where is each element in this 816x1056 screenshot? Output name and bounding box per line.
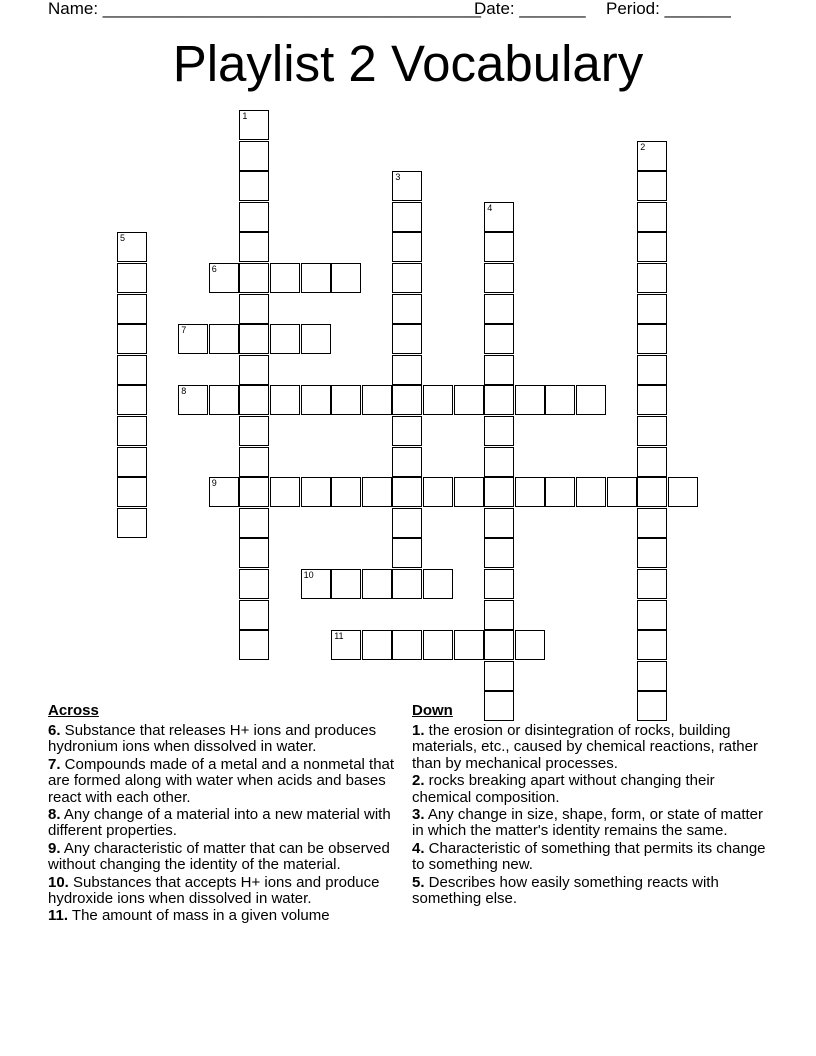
crossword-cell[interactable] bbox=[392, 416, 422, 446]
crossword-cell[interactable] bbox=[239, 232, 269, 262]
clue-text: Any change of a material into a new material with different properties. bbox=[48, 806, 391, 840]
crossword-cell[interactable] bbox=[637, 508, 667, 538]
crossword-cell[interactable] bbox=[239, 538, 269, 568]
down-clue bbox=[412, 807, 772, 840]
across-clue bbox=[48, 723, 410, 756]
crossword-cell[interactable] bbox=[239, 508, 269, 538]
clue-number: 2 bbox=[640, 141, 646, 152]
down-clue bbox=[412, 841, 772, 874]
crossword-cell[interactable] bbox=[239, 171, 269, 201]
crossword-cell[interactable] bbox=[117, 447, 147, 477]
crossword-cell[interactable] bbox=[239, 110, 269, 140]
clue-label-number: 11. bbox=[48, 907, 69, 925]
crossword-cell[interactable] bbox=[392, 294, 422, 324]
down-clue-list bbox=[412, 723, 772, 907]
crossword-cell[interactable] bbox=[239, 355, 269, 385]
crossword-cell[interactable] bbox=[239, 294, 269, 324]
crossword-cell[interactable] bbox=[637, 355, 667, 385]
crossword-cell[interactable] bbox=[270, 477, 300, 507]
crossword-cell[interactable] bbox=[423, 385, 453, 415]
clue-label-number: 9. bbox=[48, 839, 61, 857]
crossword-cell[interactable] bbox=[209, 385, 239, 415]
crossword-cell[interactable] bbox=[117, 294, 147, 324]
clue-number: 11 bbox=[334, 631, 344, 642]
clue-label-number: 10. bbox=[48, 873, 69, 891]
crossword-cell[interactable] bbox=[239, 447, 269, 477]
crossword-cell[interactable] bbox=[484, 324, 514, 354]
crossword-cell[interactable] bbox=[392, 477, 422, 507]
across-clue bbox=[48, 908, 410, 924]
crossword-cell[interactable] bbox=[362, 477, 392, 507]
crossword-cell[interactable] bbox=[637, 202, 667, 232]
crossword-cell[interactable] bbox=[637, 416, 667, 446]
across-clue bbox=[48, 841, 410, 874]
crossword-cell[interactable] bbox=[239, 263, 269, 293]
crossword-cell[interactable] bbox=[392, 630, 422, 660]
crossword-cell[interactable] bbox=[637, 294, 667, 324]
crossword-cell[interactable] bbox=[637, 263, 667, 293]
clue-number: 4 bbox=[487, 202, 493, 213]
crossword-cell[interactable] bbox=[484, 385, 514, 415]
across-clue bbox=[48, 807, 410, 840]
clue-text: Compounds made of a metal and a nonmetal that are formed along with water when acids and bases react with each other. bbox=[48, 755, 395, 806]
crossword-cell[interactable] bbox=[637, 569, 667, 599]
crossword-cell[interactable] bbox=[668, 477, 698, 507]
crossword-cell[interactable] bbox=[392, 538, 422, 568]
crossword-cell[interactable] bbox=[392, 171, 422, 201]
crossword-cell[interactable] bbox=[239, 202, 269, 232]
clue-text: Describes how easily something reacts with something else. bbox=[412, 873, 719, 908]
crossword-cell[interactable] bbox=[637, 324, 667, 354]
clue-label-number: 3. bbox=[412, 806, 425, 824]
crossword-cell[interactable] bbox=[392, 202, 422, 232]
down-clue bbox=[412, 875, 772, 908]
crossword-cell[interactable] bbox=[270, 385, 300, 415]
crossword-cell[interactable] bbox=[484, 263, 514, 293]
crossword-cell[interactable] bbox=[484, 477, 514, 507]
crossword-cell[interactable] bbox=[515, 385, 545, 415]
crossword-cell[interactable] bbox=[392, 508, 422, 538]
across-clue-list bbox=[48, 723, 410, 925]
crossword-cell[interactable] bbox=[392, 385, 422, 415]
crossword-cell[interactable] bbox=[484, 294, 514, 324]
crossword-cell[interactable] bbox=[331, 385, 361, 415]
crossword-cell[interactable] bbox=[117, 385, 147, 415]
crossword-cell[interactable] bbox=[331, 263, 361, 293]
crossword-cell[interactable] bbox=[637, 538, 667, 568]
crossword-cell[interactable] bbox=[301, 477, 331, 507]
crossword-cell[interactable] bbox=[545, 477, 575, 507]
crossword-cell[interactable] bbox=[545, 385, 575, 415]
crossword-cell[interactable] bbox=[209, 477, 239, 507]
crossword-cell[interactable] bbox=[239, 416, 269, 446]
crossword-cell[interactable] bbox=[484, 508, 514, 538]
crossword-cell[interactable] bbox=[454, 385, 484, 415]
crossword-cell[interactable] bbox=[484, 600, 514, 630]
across-clues bbox=[48, 701, 410, 926]
crossword-cell[interactable] bbox=[392, 263, 422, 293]
crossword-cell[interactable] bbox=[117, 508, 147, 538]
crossword-cell[interactable] bbox=[607, 477, 637, 507]
crossword-cell[interactable] bbox=[576, 477, 606, 507]
crossword-cell[interactable] bbox=[239, 324, 269, 354]
page-title: Playlist 2 Vocabulary bbox=[172, 35, 644, 92]
clue-number: 6 bbox=[211, 264, 217, 274]
clue-text: Characteristic of something that permits its change to something new. bbox=[412, 839, 766, 874]
clue-text: Any change in size, shape, form, or state of matter in which the matter's identity remains the same. bbox=[412, 806, 764, 840]
crossword-cell[interactable] bbox=[484, 232, 514, 262]
across-clue bbox=[48, 875, 410, 908]
date-field[interactable]: Date: _______ bbox=[474, 0, 586, 18]
down-clues bbox=[412, 701, 772, 908]
clue-text: The amount of mass in a given volume bbox=[68, 907, 330, 925]
crossword-cell[interactable] bbox=[301, 569, 331, 599]
crossword-cell[interactable] bbox=[484, 416, 514, 446]
crossword-cell[interactable] bbox=[209, 263, 239, 293]
crossword-cell[interactable] bbox=[301, 324, 331, 354]
clue-label-number: 2. bbox=[412, 772, 425, 790]
clue-number: 10 bbox=[303, 570, 314, 580]
crossword-cell[interactable] bbox=[362, 385, 392, 415]
clue-label-number: 8. bbox=[48, 806, 61, 824]
crossword-cell[interactable] bbox=[515, 630, 545, 660]
crossword-cell[interactable] bbox=[392, 232, 422, 262]
clue-label-number: 7. bbox=[48, 755, 61, 773]
clue-number: 7 bbox=[181, 325, 187, 336]
crossword-cell[interactable] bbox=[331, 477, 361, 507]
crossword-cell[interactable] bbox=[484, 538, 514, 568]
crossword-cell[interactable] bbox=[178, 324, 208, 354]
crossword-cell[interactable] bbox=[117, 324, 147, 354]
crossword-cell[interactable] bbox=[178, 385, 208, 415]
crossword-cell[interactable] bbox=[392, 355, 422, 385]
down-clue bbox=[412, 723, 772, 772]
clue-number: 9 bbox=[211, 478, 217, 489]
crossword-cell[interactable] bbox=[637, 232, 667, 262]
crossword-cell[interactable] bbox=[637, 600, 667, 630]
crossword-cell[interactable] bbox=[331, 569, 361, 599]
crossword-cell[interactable] bbox=[637, 171, 667, 201]
clue-text: Substances that accepts H+ ions and produce hydroxide ions when dissolved in water. bbox=[48, 873, 380, 908]
clue-number: 5 bbox=[120, 233, 126, 244]
crossword-cell[interactable] bbox=[484, 447, 514, 477]
crossword-cell[interactable] bbox=[270, 324, 300, 354]
period-field[interactable]: Period: _______ bbox=[606, 0, 731, 18]
clue-text: Any characteristic of matter that can be observed without changing the identity of the material. bbox=[48, 839, 390, 874]
crossword-cell[interactable] bbox=[239, 630, 269, 660]
clue-label-number: 4. bbox=[412, 839, 425, 857]
crossword-cell[interactable] bbox=[362, 630, 392, 660]
crossword-cell[interactable] bbox=[454, 630, 484, 660]
crossword-cell[interactable] bbox=[301, 385, 331, 415]
crossword-cell[interactable] bbox=[484, 202, 514, 232]
crossword-cell[interactable] bbox=[270, 263, 300, 293]
crossword-cell[interactable] bbox=[239, 600, 269, 630]
clue-number: 1 bbox=[242, 111, 248, 121]
crossword-cell[interactable] bbox=[117, 263, 147, 293]
crossword-cell[interactable] bbox=[239, 477, 269, 507]
down-clue bbox=[412, 773, 772, 806]
crossword-cell[interactable] bbox=[239, 385, 269, 415]
crossword-cell[interactable] bbox=[484, 569, 514, 599]
crossword-cell[interactable] bbox=[423, 569, 453, 599]
clue-label-number: 6. bbox=[48, 722, 61, 739]
crossword-cell[interactable] bbox=[637, 477, 667, 507]
crossword-cell[interactable] bbox=[423, 477, 453, 507]
crossword-cell[interactable] bbox=[117, 477, 147, 507]
crossword-cell[interactable] bbox=[392, 324, 422, 354]
across-clue bbox=[48, 757, 410, 806]
crossword-cell[interactable] bbox=[117, 355, 147, 385]
clue-label-number: 5. bbox=[412, 873, 425, 891]
crossword-cell[interactable] bbox=[301, 263, 331, 293]
clue-text: the erosion or disintegration of rocks, building materials, etc., caused by chemical reactions, rather than by mechanical processes. bbox=[412, 722, 758, 772]
crossword-cell[interactable] bbox=[637, 630, 667, 660]
crossword-cell[interactable] bbox=[515, 477, 545, 507]
down-heading: Down bbox=[412, 702, 453, 719]
crossword-cell[interactable] bbox=[239, 569, 269, 599]
crossword-cell[interactable] bbox=[362, 569, 392, 599]
clue-label-number: 1. bbox=[412, 722, 425, 739]
name-field[interactable]: Name: ________________________________________ bbox=[48, 0, 481, 18]
crossword-cell[interactable] bbox=[117, 416, 147, 446]
crossword-cell[interactable] bbox=[209, 324, 239, 354]
crossword-cell[interactable] bbox=[637, 447, 667, 477]
crossword-cell[interactable] bbox=[239, 141, 269, 171]
crossword-cell[interactable] bbox=[637, 385, 667, 415]
crossword-cell[interactable] bbox=[484, 630, 514, 660]
crossword-cell[interactable] bbox=[484, 661, 514, 691]
crossword-cell[interactable] bbox=[454, 477, 484, 507]
crossword-cell[interactable] bbox=[637, 661, 667, 691]
crossword-cell[interactable] bbox=[117, 232, 147, 262]
crossword-cell[interactable] bbox=[331, 630, 361, 660]
clue-text: rocks breaking apart without changing their chemical composition. bbox=[412, 772, 715, 806]
crossword-cell[interactable] bbox=[392, 569, 422, 599]
clue-text: Substance that releases H+ ions and produces hydronium ions when dissolved in water. bbox=[48, 722, 377, 756]
crossword-cell[interactable] bbox=[392, 447, 422, 477]
crossword-cell[interactable] bbox=[576, 385, 606, 415]
across-heading: Across bbox=[48, 702, 99, 719]
crossword-cell[interactable] bbox=[637, 141, 667, 171]
clue-number: 8 bbox=[181, 386, 187, 397]
clue-number: 3 bbox=[395, 172, 401, 183]
crossword-cell[interactable] bbox=[484, 355, 514, 385]
crossword-cell[interactable] bbox=[423, 630, 453, 660]
